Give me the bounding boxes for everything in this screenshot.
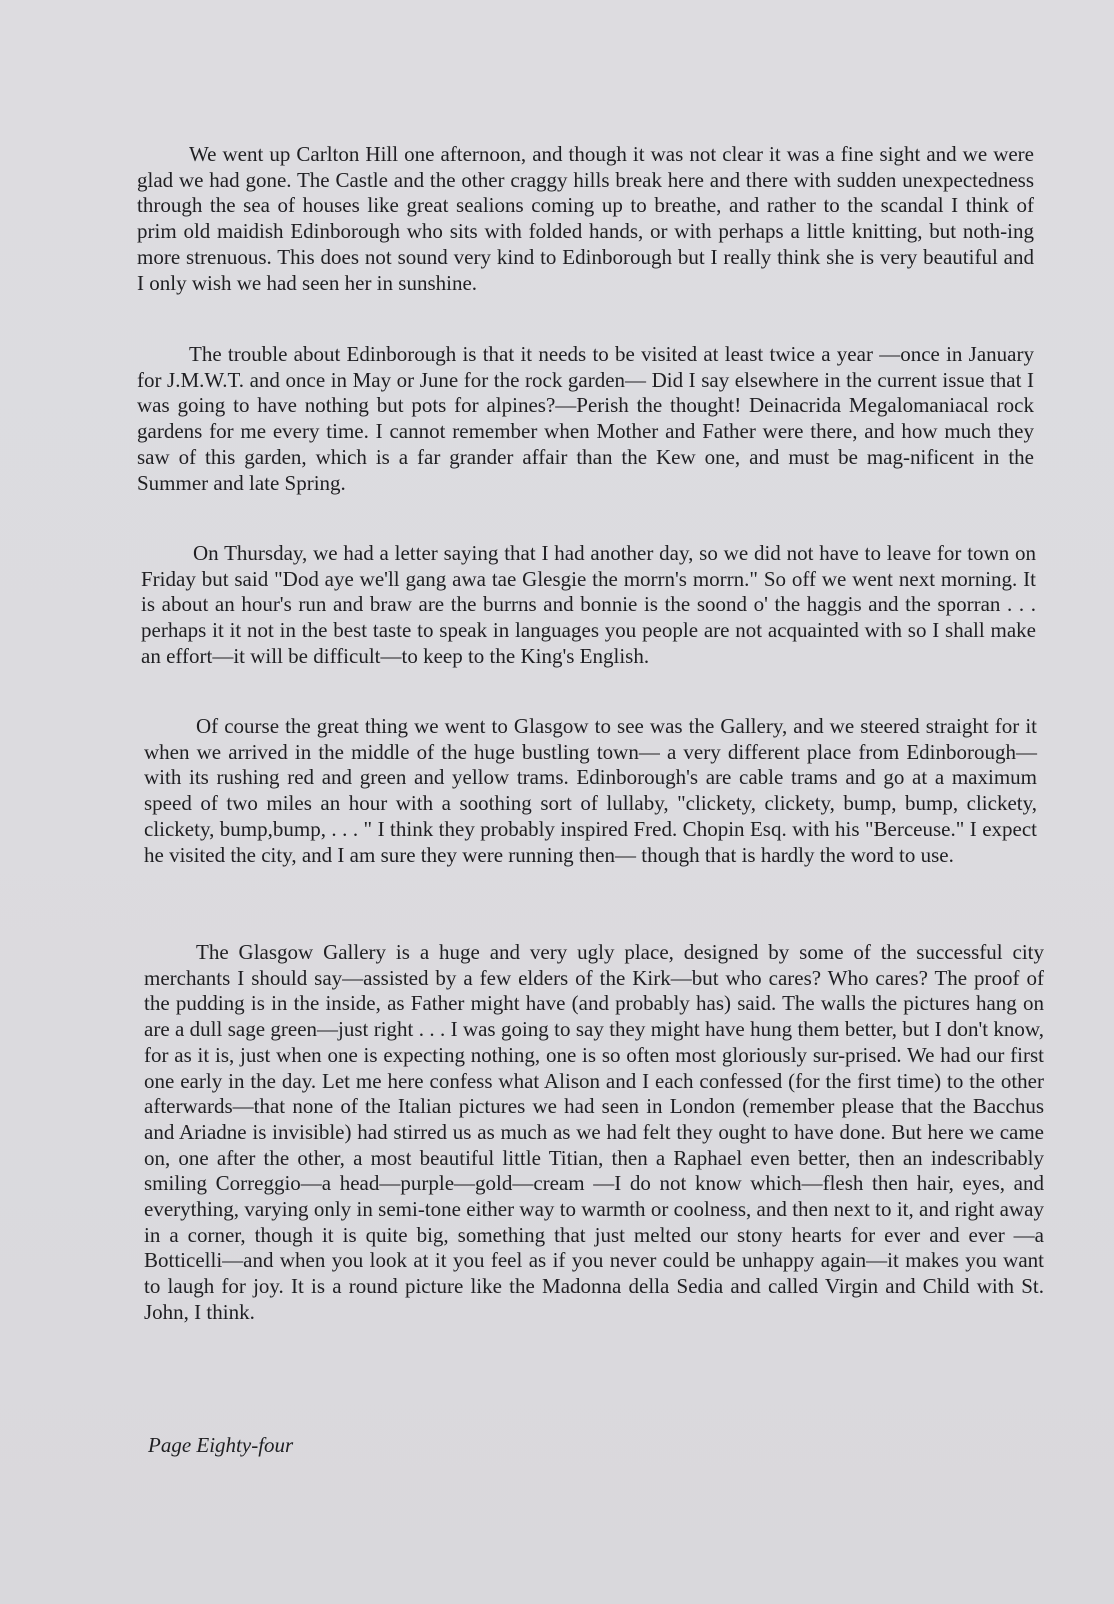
paragraph-text: The Glasgow Gallery is a huge and very ugly place, designed by some of the successful city merchants I should say—assisted by a few elders of the Kirk—but who cares? Who cares? The proof of the pudding is in the inside, as Father might have (and probably has) said. The walls the pictures hang on are a dull sage green—just right . . . I was going to say they might have hung them better, but I don't know, for as it is, just when one is expecting nothing, one is so often most gloriously sur-prised. We had our first one early in the day. Let me here confess what Alison and I each confessed (for the first time) to the other afterwards—that none of the Italian pictures we had seen in London (remember please that the Bacchus and Ariadne is invisible) had stirred us as much as we had felt they ought to have done. But here we came on, one after the other, a most beautiful little Titian, then a Raphael even better, then an indescribably smiling Correggio—a head—purple—gold—cream —I do not know which—flesh then hair, eyes, and everything, varying only in semi-tone either way to warmth or coolness, and then next to it, and right away in a corner, though it is quite big, something that just melted our stony hearts for ever and ever —a Botticelli—and when you look at it you feel as if you never could be unhappy again—it makes you want to laugh for joy. It is a round picture like the Madonna della Sedia and called Virgin and Child with St. John, I think.	[144, 940, 1044, 1324]
paragraph-text: On Thursday, we had a letter saying that I had another day, so we did not have to leave for town on Friday but said "Dod aye we'll gang awa tae Glesgie the morrn's morrn." So off we went next morning. It is about an hour's run and braw are the burrns and bonnie is the soond o' the haggis and the sporran . . . perhaps it it not in the best taste to speak in languages you people are not acquainted with so I shall make an effort—it will be difficult—to keep to the King's English.	[141, 541, 1036, 668]
paragraph-text: We went up Carlton Hill one afternoon, and though it was not clear it was a fine sight and we were glad we had gone. The Castle and the other craggy hills break here and there with sudden unexpectedness through the sea of houses like great sealions coming up to breathe, and rather to the scandal I think of prim old maidish Edinborough who sits with folded hands, or with perhaps a little knitting, but noth-ing more strenuous. This does not sound very kind to Edinborough but I really think she is very beautiful and I only wish we had seen her in sunshine.	[137, 142, 1034, 295]
paragraph-trams	[144, 714, 1037, 868]
paragraph-glasgow-gallery	[144, 940, 1044, 1326]
paragraph-text: The trouble about Edinborough is that it needs to be visited at least twice a year —once in January for J.M.W.T. and once in May or June for the rock garden— Did I say elsewhere in the current issue that I was going to have nothing but pots for alpines?—Perish the thought! Deinacrida Megalomaniacal rock gardens for me every time. I cannot remember when Mother and Father were there, and how much they saw of this garden, which is a far grander affair than the Kew one, and must be mag-nificent in the Summer and late Spring.	[137, 342, 1034, 495]
paragraph-carlton-hill	[137, 142, 1034, 296]
paragraph-trip-to-glasgow	[141, 541, 1036, 670]
paragraph-text: Of course the great thing we went to Glasgow to see was the Gallery, and we steered straight for it when we arrived in the middle of the huge bustling town— a very different place from Edinborough—with its rushing red and green and yellow trams. Edinborough's are cable trams and go at a maximum speed of two miles an hour with a soothing sort of lullaby, "clickety, clickety, bump, bump, clickety, clickety, bump,bump, . . . " I think they probably inspired Fred. Chopin Esq. with his "Berceuse." I expect he visited the city, and I am sure they were running then— though that is hardly the word to use.	[144, 714, 1037, 867]
paragraph-rock-garden	[137, 342, 1034, 496]
page-number-footer: Page Eighty-four	[148, 1433, 294, 1457]
